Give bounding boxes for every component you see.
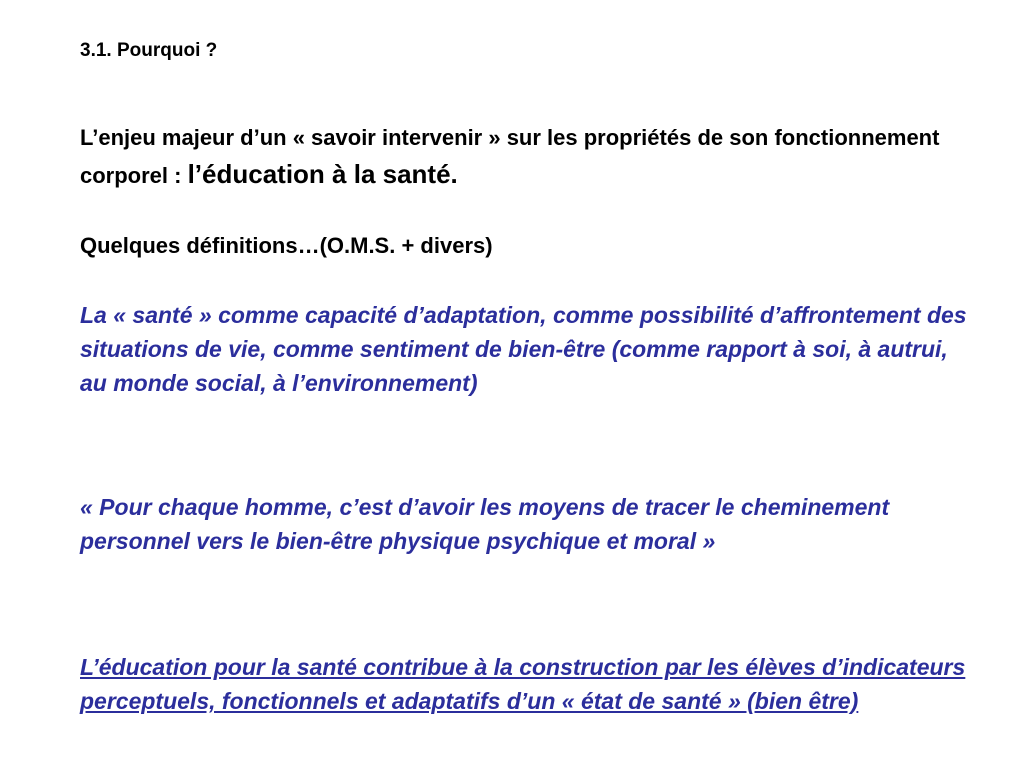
definition-paragraph-3-container bbox=[80, 650, 980, 718]
definition-paragraph-3: L’éducation pour la santé contribue à la construction par les élèves d’indicateurs perceptuels, fonctionnels et adaptatifs d’un « état de santé » (bien être) bbox=[80, 654, 966, 714]
definitions-heading: Quelques définitions…(O.M.S. + divers) bbox=[80, 233, 493, 258]
intro-statement bbox=[80, 120, 990, 194]
section-number-heading: 3.1. Pourquoi ? bbox=[80, 40, 218, 61]
definition-paragraph-2: « Pour chaque homme, c’est d’avoir les moyens de tracer le cheminement personnel vers le bien-être physique psychique et moral » bbox=[80, 494, 890, 554]
definition-paragraph-1: La « santé » comme capacité d’adaptation, comme possibilité d’affrontement des situations de vie, comme sentiment de bien-être (comme rapport à soi, à autrui, au monde social, à l’environnement) bbox=[80, 302, 967, 396]
intro-text: L’enjeu majeur d’un « savoir intervenir » sur les propriétés de son fonctionnement corporel : bbox=[80, 125, 940, 188]
intro-emphasis: l’éducation à la santé. bbox=[187, 159, 458, 189]
